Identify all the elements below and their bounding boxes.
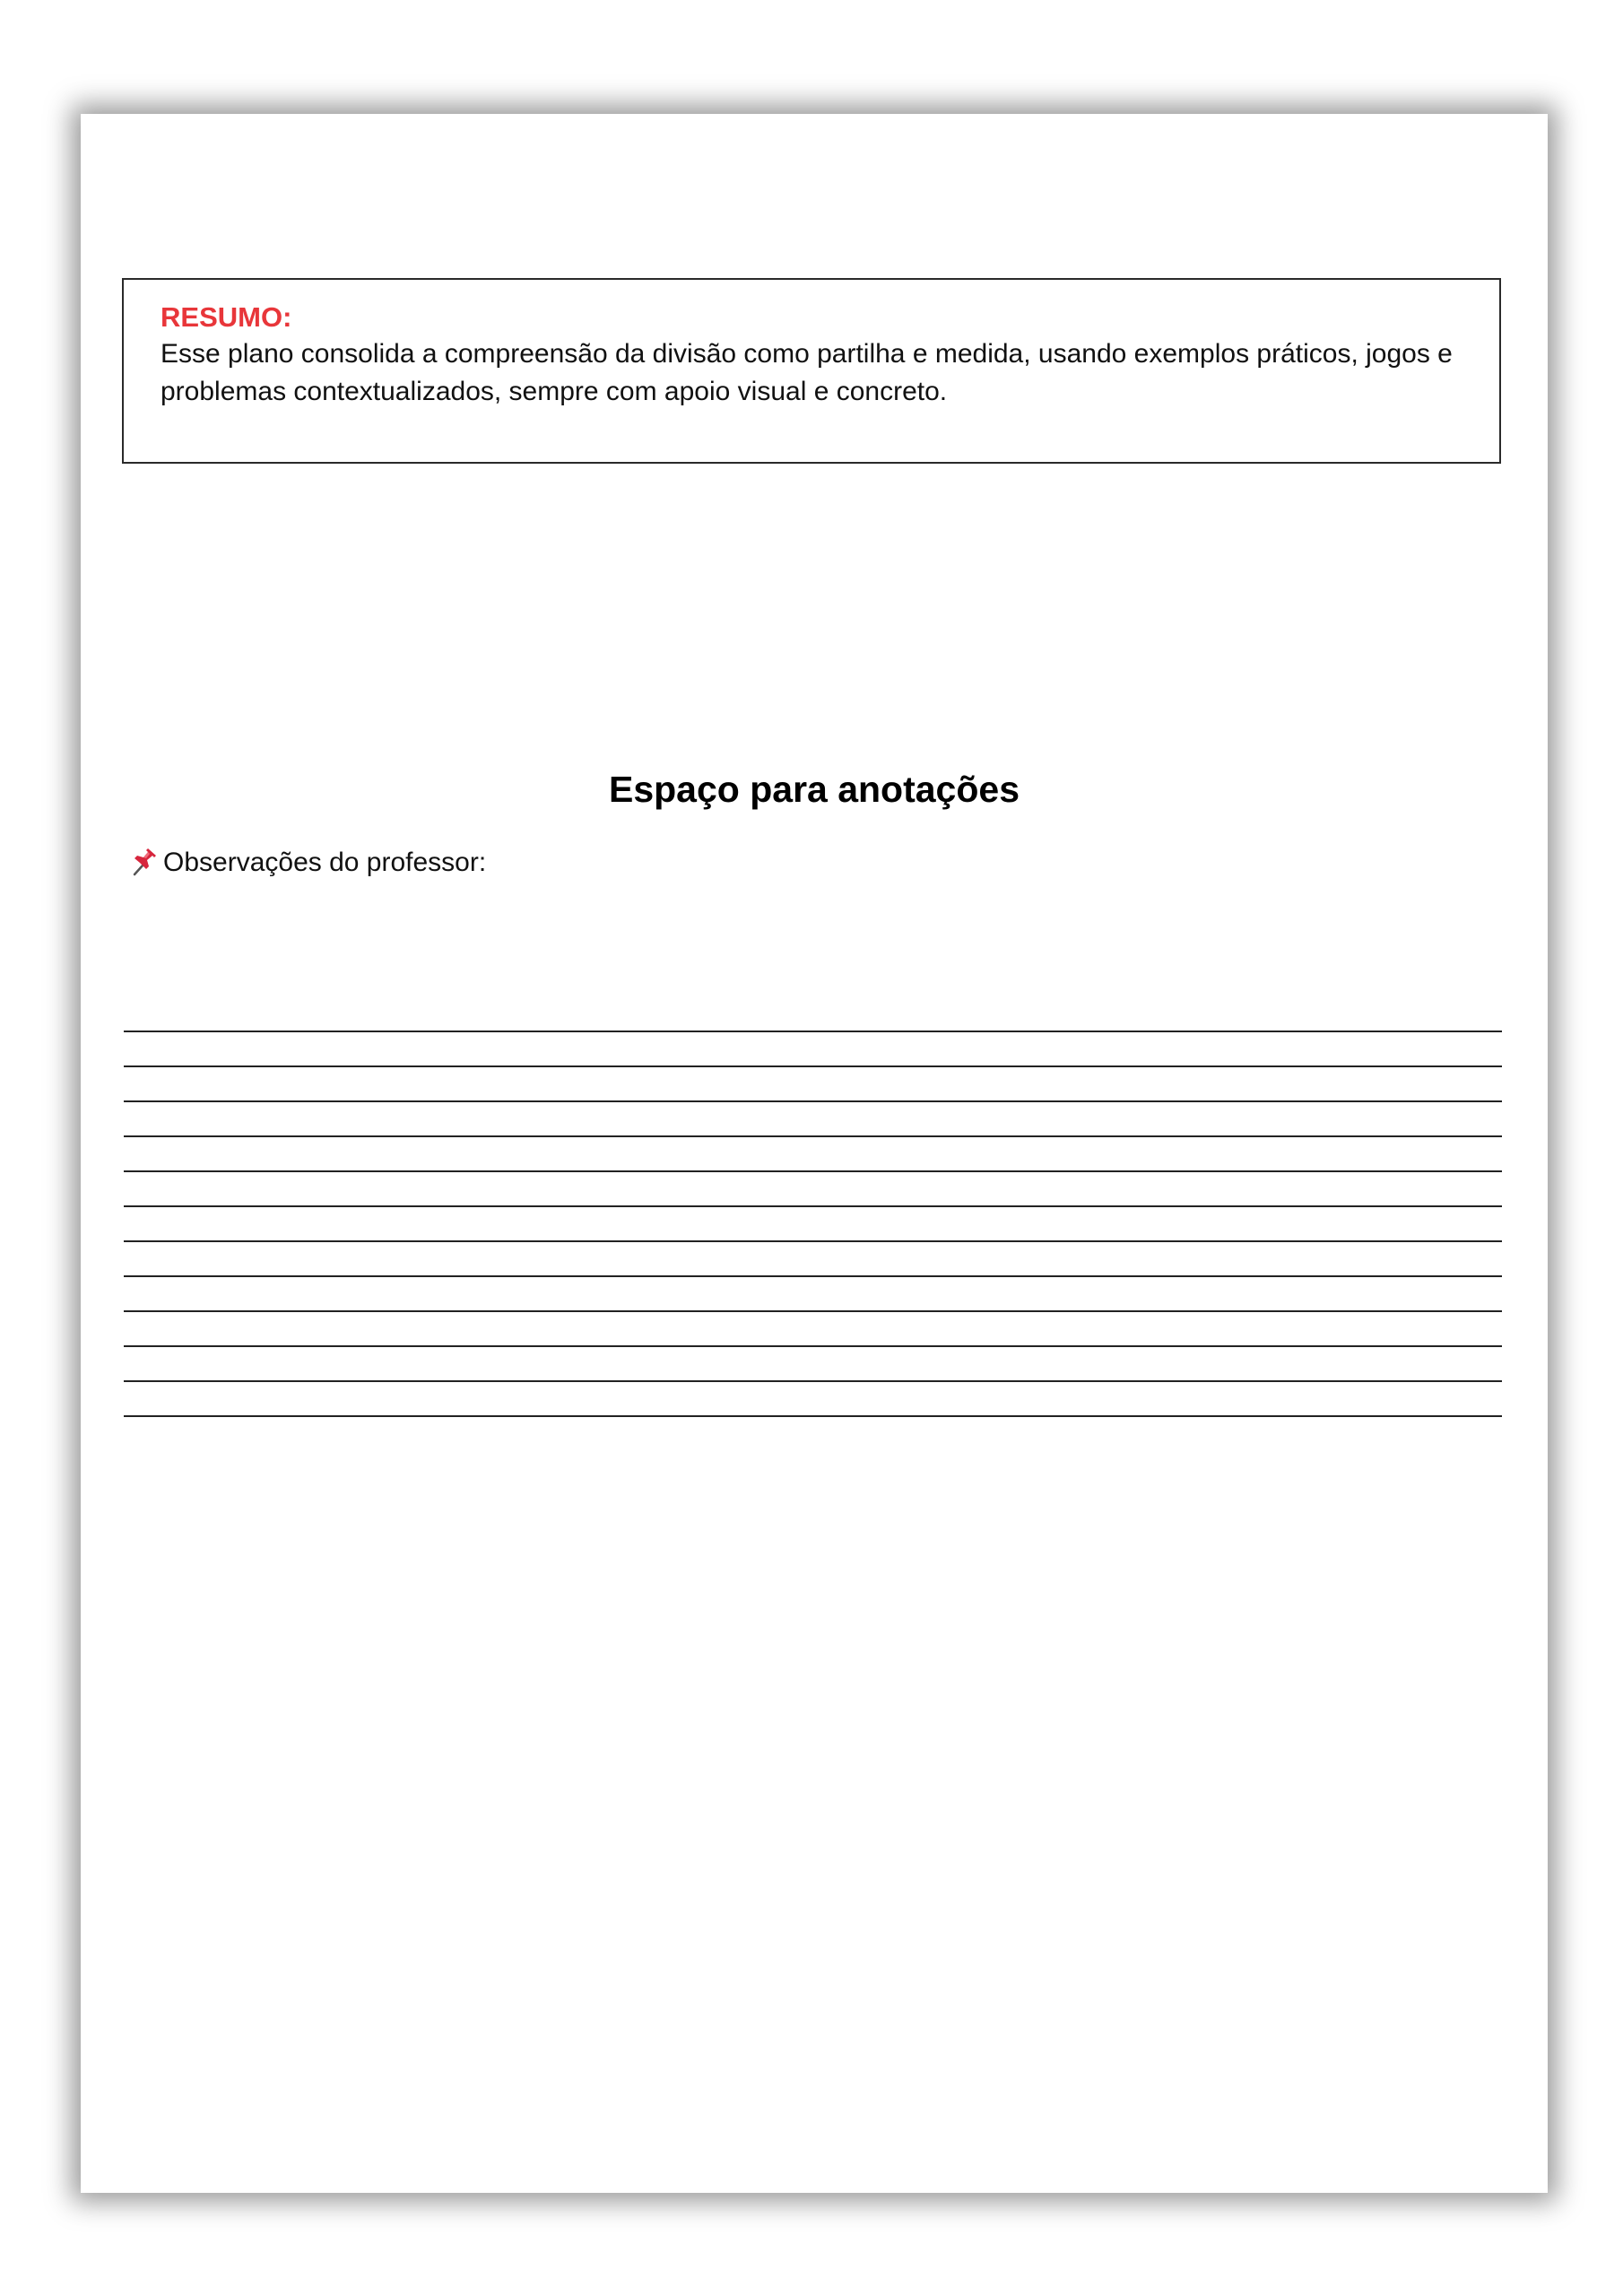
pushpin-icon [131, 848, 160, 878]
writing-line [124, 1205, 1502, 1207]
writing-line [124, 1031, 1502, 1032]
observations-label-row [131, 848, 486, 878]
writing-line [124, 1415, 1502, 1417]
writing-line [124, 1170, 1502, 1172]
writing-line [124, 1345, 1502, 1347]
summary-text: Esse plano consolida a compreensão da divisão como partilha e medida, usando exemplos práticos, jogos e problemas contextualizados, sempre com apoio visual e concreto. [161, 339, 1453, 406]
writing-line [124, 1275, 1502, 1277]
summary-title: RESUMO: [161, 301, 292, 333]
notes-section-title: Espaço para anotações [608, 769, 1020, 810]
writing-line [124, 1380, 1502, 1382]
writing-line [124, 1135, 1502, 1137]
writing-line [124, 1065, 1502, 1067]
observations-label: Observações do professor: [163, 848, 487, 877]
writing-line [124, 1100, 1502, 1102]
writing-line [124, 1310, 1502, 1312]
document-page [81, 114, 1548, 2193]
summary-box [122, 278, 1501, 464]
writing-lines [124, 1031, 1502, 1450]
writing-line [124, 1240, 1502, 1242]
